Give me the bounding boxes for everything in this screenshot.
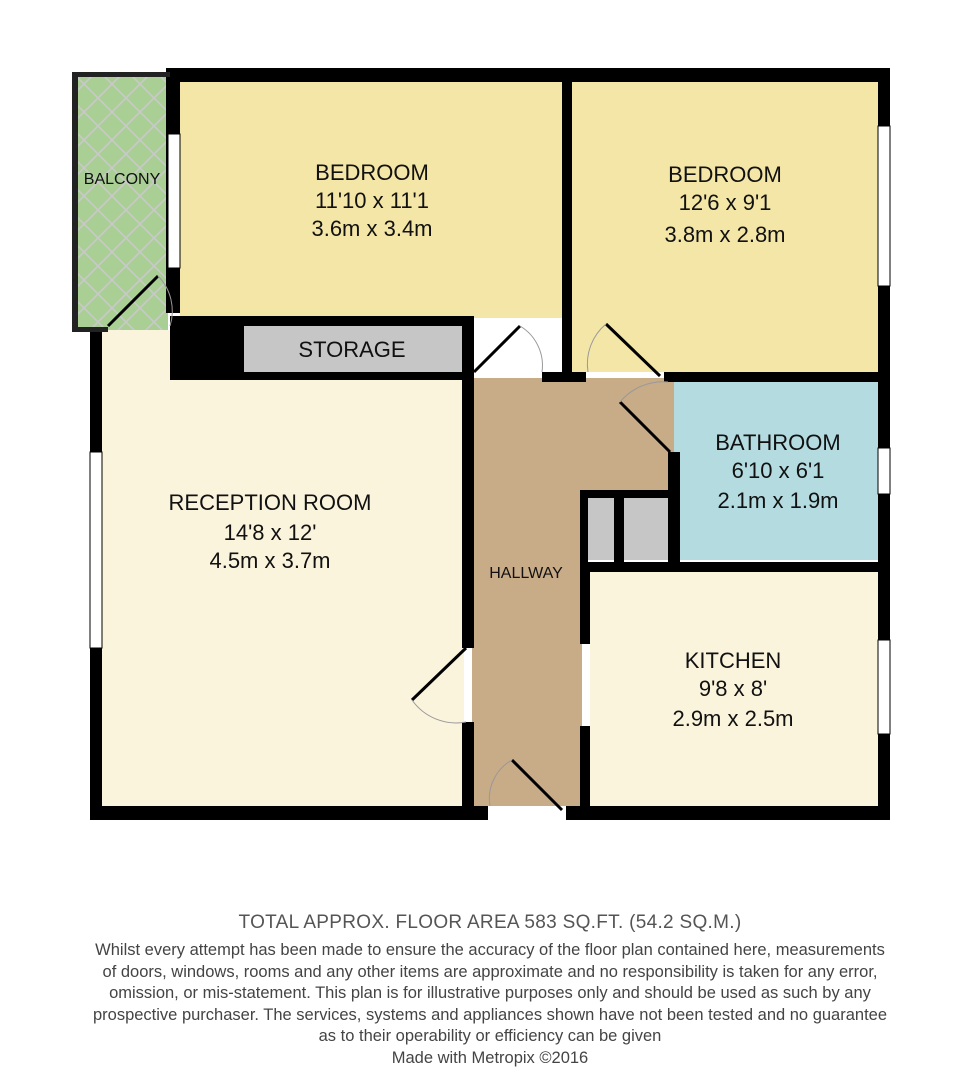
kitchen-metric: 2.9m x 2.5m <box>672 706 794 731</box>
bathroom-imperial: 6'10 x 6'1 <box>731 458 825 483</box>
bathroom-metric: 2.1m x 1.9m <box>717 488 839 513</box>
reception-room-area <box>102 378 464 806</box>
disclaimer-line: omission, or mis-statement. This plan is for illustrative purposes only and should be used as such by any <box>109 984 871 1002</box>
bedroom-2-metric: 3.8m x 2.8m <box>664 222 786 247</box>
disclaimer-line: prospective purchaser. The services, systems and appliances shown have not been tested and no guarantee <box>92 1005 888 1024</box>
disclaimer <box>0 940 980 1069</box>
reception-room-metric: 4.5m x 3.7m <box>209 548 331 573</box>
kitchen-name: KITCHEN <box>684 648 782 673</box>
bedroom-2-imperial: 12'6 x 9'1 <box>678 190 772 215</box>
disclaimer-line: Whilst every attempt has been made to ensure the accuracy of the floor plan contained here, measurements <box>95 941 885 959</box>
bathroom-name: BATHROOM <box>715 430 841 455</box>
reception-room-imperial: 14'8 x 12' <box>223 520 317 545</box>
bedroom-1-metric: 3.6m x 3.4m <box>311 216 433 241</box>
total-floor-area: TOTAL APPROX. FLOOR AREA 583 SQ.FT. (54.2 SQ.M.) <box>238 912 742 933</box>
bedroom-1-imperial: 11'10 x 11'1 <box>314 188 430 213</box>
cupboard-2 <box>624 496 668 560</box>
reception-room-upper-area <box>102 330 170 380</box>
cupboard-1 <box>588 496 614 560</box>
plan-footer <box>0 912 980 1069</box>
disclaimer-line: as to their operability or efficiency can be given <box>318 1027 662 1045</box>
disclaimer-line: of doors, windows, rooms and any other items are approximate and no responsibility is taken for any error, <box>102 962 878 981</box>
credit-line: Made with Metropix ©2016 <box>391 1048 589 1067</box>
balcony-area <box>76 75 168 330</box>
kitchen-imperial: 9'8 x 8' <box>698 676 768 701</box>
storage-name: STORAGE <box>298 337 406 362</box>
reception-room-name: RECEPTION ROOM <box>168 490 372 515</box>
bedroom-2-name: BEDROOM <box>668 162 782 187</box>
balcony-name: BALCONY <box>83 171 161 188</box>
bedroom-1-name: BEDROOM <box>315 160 429 185</box>
hallway-name: HALLWAY <box>489 565 563 582</box>
